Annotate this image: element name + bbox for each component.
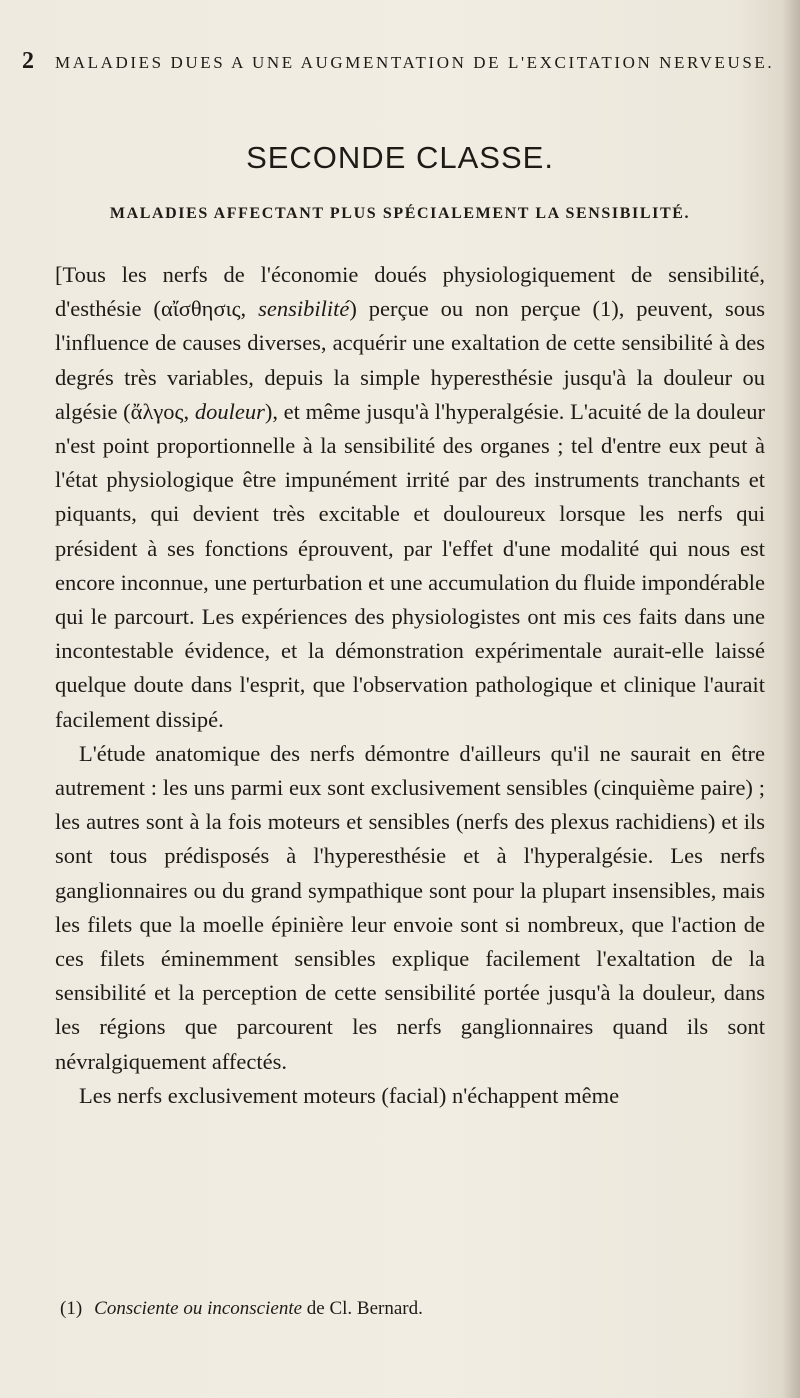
paragraph-2: L'étude anatomique des nerfs démontre d'ailleurs qu'il ne saurait en être autrement : les uns parmi eux sont exclusivement sensibles (cinquième paire) ; les autres sont à la fois moteurs et sensibles (nerfs des plexus rachidiens) et ils sont tous prédisposés à l'hyperesthésie et à l'hyperalgésie. Les nerfs ganglionnaires ou du grand sympathique sont pour la plupart insensibles, mais les filets que la moelle épinière leur envoie sont si nombreux, que l'action de ces filets éminemment sensibles explique facilement l'exaltation de la sensibilité et la perception de cette sensibilité portée jusqu'à la douleur, dans les régions que parcourent les nerfs ganglionnaires quand ils sont névralgiquement affectés. <box>55 740 765 1074</box>
paragraph-1-text-e: ), et même jusqu'à l'hyperalgésie. L'acuité de la douleur n'est point proportionnelle à la sensibilité des organes ; tel d'entre eux peut à l'état physiologique être impunément irrité par des instruments tranchants et piquants, qui devient très excitable et douloureux lorsque les nerfs qui président à ses fonctions éprouvent, par l'effet d'une modalité qui nous est encore inconnue, une perturbation et une accumulation du fluide impondérable qui le parcourt. Les expériences des physiologistes ont mis ces faits dans une incontestable évidence, et la démonstration expérimentale aurait-elle laissé quelque doute dans l'esprit, que l'observation pathologique et clinique l'aurait facilement dissipé. <box>55 398 765 732</box>
italic-term-sensibilite: sensibilité <box>258 296 350 322</box>
paragraph-3: Les nerfs exclusivement moteurs (facial) n'échappent même <box>79 1082 620 1108</box>
running-title: MALADIES DUES A UNE AUGMENTATION DE L'EXCITATION NERVEUSE. <box>55 53 775 72</box>
footnote-italic: Consciente ou inconsciente <box>94 1298 303 1319</box>
paragraph-1-text-c: ) perçue ou non perçue (1), peuvent, sous l'influence de causes diverses, acquérir une exaltation de cette sensibilité à des degrés très variables, depuis la simple hyperesthésie jusqu'à la douleur ou algésie ( <box>55 296 766 424</box>
greek-term-aisthesis: αἴσθησις <box>160 296 241 322</box>
page-number: 2 <box>22 48 35 74</box>
footnote-number: (1) <box>60 1298 83 1319</box>
italic-term-douleur: douleur <box>194 398 265 424</box>
greek-term-algos: ἄλγος <box>130 398 184 424</box>
paragraph-1-text-b: , <box>240 296 259 322</box>
running-head <box>22 48 792 75</box>
paragraph-1-text-a: [Tous les nerfs de l'économie doués physiologiquement de sensibilité, d'esthésie ( <box>55 262 765 322</box>
body-text <box>55 258 765 1113</box>
footnote <box>60 1298 760 1320</box>
section-title: SECONDE CLASSE. <box>246 140 554 175</box>
footnote-rest: de Cl. Bernard. <box>302 1298 423 1319</box>
paragraph-1-text-d: , <box>183 398 195 424</box>
section-subtitle: MALADIES AFFECTANT PLUS SPÉCIALEMENT LA SENSIBILITÉ. <box>109 205 691 222</box>
paragraph-1 <box>55 258 765 737</box>
